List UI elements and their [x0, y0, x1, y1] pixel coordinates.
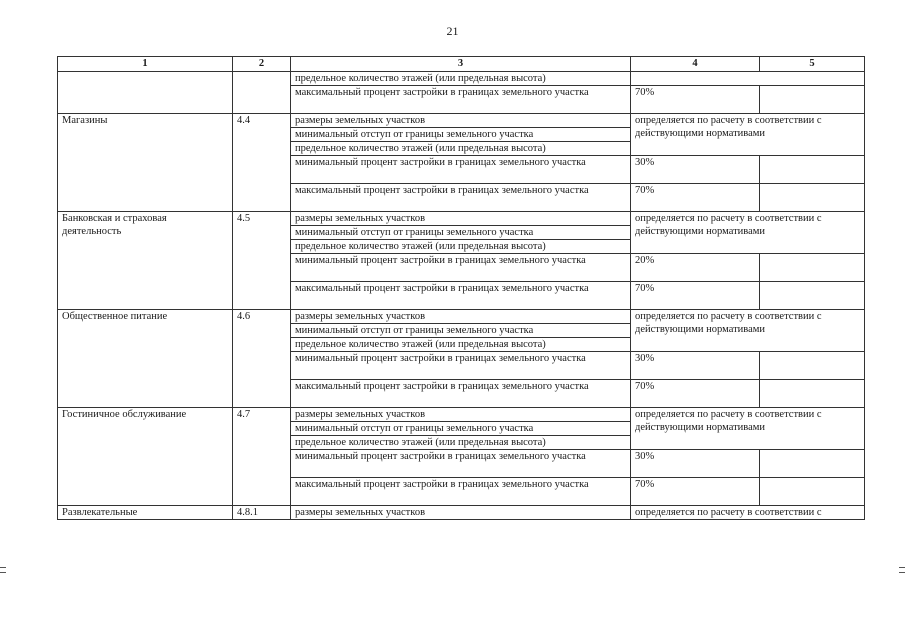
use-code-cell: 4.4 [233, 114, 291, 212]
extra-cell [760, 156, 865, 184]
value-cell [631, 72, 865, 86]
param-cell: минимальный процент застройки в границах земельного участка [291, 352, 631, 380]
norm-cell: определяется по расчету в соответствии с действующими нормативами [631, 310, 865, 352]
left-edge-mark [0, 567, 6, 573]
regulations-table [57, 56, 865, 520]
value-cell: 70% [631, 184, 760, 212]
use-code-cell: 4.8.1 [233, 506, 291, 520]
header-col-1: 1 [58, 57, 233, 72]
right-edge-mark [899, 567, 905, 573]
page-number: 21 [446, 24, 459, 38]
extra-cell [760, 352, 865, 380]
param-cell: минимальный процент застройки в границах земельного участка [291, 450, 631, 478]
use-name-cell: Гостиничное обслуживание [58, 408, 233, 506]
header-col-5: 5 [760, 57, 865, 72]
table-row [58, 212, 865, 226]
param-cell: предельное количество этажей (или предельная высота) [291, 72, 631, 86]
value-cell: 70% [631, 478, 760, 506]
param-cell: минимальный отступ от границы земельного участка [291, 128, 631, 142]
table-row [58, 310, 865, 324]
norm-cell: определяется по расчету в соответствии с [631, 506, 865, 520]
param-cell: предельное количество этажей (или предельная высота) [291, 436, 631, 450]
param-cell: минимальный отступ от границы земельного участка [291, 226, 631, 240]
extra-cell [760, 86, 865, 114]
param-cell: минимальный отступ от границы земельного участка [291, 422, 631, 436]
table-row [58, 114, 865, 128]
use-name-cell: Общественное питание [58, 310, 233, 408]
value-cell: 30% [631, 450, 760, 478]
param-cell: максимальный процент застройки в границах земельного участка [291, 86, 631, 114]
value-cell: 70% [631, 86, 760, 114]
norm-cell: определяется по расчету в соответствии с действующими нормативами [631, 212, 865, 254]
param-cell: минимальный отступ от границы земельного участка [291, 324, 631, 338]
param-cell: размеры земельных участков [291, 408, 631, 422]
param-cell: минимальный процент застройки в границах земельного участка [291, 254, 631, 282]
extra-cell [760, 184, 865, 212]
header-col-4: 4 [631, 57, 760, 72]
param-cell: предельное количество этажей (или предельная высота) [291, 142, 631, 156]
param-cell: размеры земельных участков [291, 506, 631, 520]
table-row [58, 506, 865, 520]
norm-cell: определяется по расчету в соответствии с действующими нормативами [631, 114, 865, 156]
cont-code-cell [233, 72, 291, 114]
param-cell: предельное количество этажей (или предельная высота) [291, 338, 631, 352]
param-cell: максимальный процент застройки в границах земельного участка [291, 184, 631, 212]
value-cell: 70% [631, 282, 760, 310]
param-cell: максимальный процент застройки в границах земельного участка [291, 478, 631, 506]
value-cell: 30% [631, 352, 760, 380]
header-col-3: 3 [291, 57, 631, 72]
extra-cell [760, 282, 865, 310]
extra-cell [760, 254, 865, 282]
header-col-2: 2 [233, 57, 291, 72]
table-header-row [58, 57, 865, 72]
param-cell: максимальный процент застройки в границах земельного участка [291, 282, 631, 310]
norm-cell: определяется по расчету в соответствии с действующими нормативами [631, 408, 865, 450]
extra-cell [760, 450, 865, 478]
param-cell: минимальный процент застройки в границах земельного участка [291, 156, 631, 184]
param-cell: размеры земельных участков [291, 114, 631, 128]
extra-cell [760, 478, 865, 506]
value-cell: 30% [631, 156, 760, 184]
param-cell: размеры земельных участков [291, 212, 631, 226]
cont-name-cell [58, 72, 233, 114]
extra-cell [760, 380, 865, 408]
use-code-cell: 4.7 [233, 408, 291, 506]
param-cell: размеры земельных участков [291, 310, 631, 324]
use-name-cell: Развлекательные [58, 506, 233, 520]
table-row [58, 408, 865, 422]
param-cell: максимальный процент застройки в границах земельного участка [291, 380, 631, 408]
table-row [58, 72, 865, 86]
use-name-cell: Банковская и страховая деятельность [58, 212, 233, 310]
param-cell: предельное количество этажей (или предельная высота) [291, 240, 631, 254]
value-cell: 20% [631, 254, 760, 282]
use-name-cell: Магазины [58, 114, 233, 212]
use-code-cell: 4.5 [233, 212, 291, 310]
value-cell: 70% [631, 380, 760, 408]
use-code-cell: 4.6 [233, 310, 291, 408]
